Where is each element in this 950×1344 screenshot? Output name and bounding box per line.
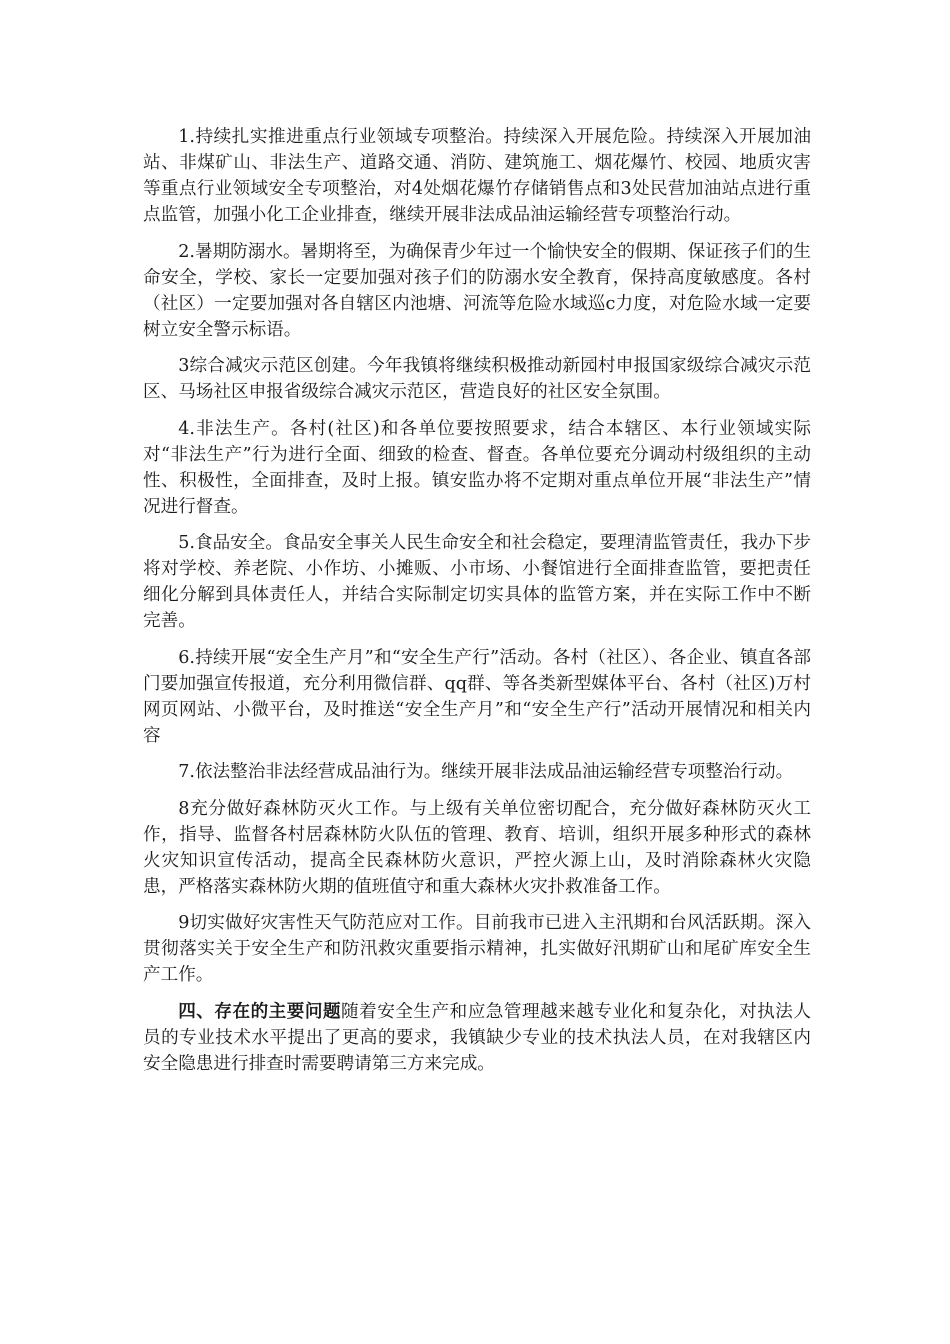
section-4-heading: 四、存在的主要问题: [178, 1000, 342, 1022]
document-body: [143, 124, 811, 1077]
paragraph-8: 8充分做好森林防灭火工作。与上级有关单位密切配合，充分做好森林防灭火工作，指导、监督各村居森林防火队伍的管理、教育、培训，组织开展多种形式的森林火灾知识宣传活动，提高全民森林防火意识，严控火源上山，及时消除森林火灾隐患，严格落实森林防火期的值班值守和重大森林火灾扑救准备工作。: [143, 798, 811, 897]
paragraph-3: 3综合减灾示范区创建。今年我镇将继续积极推动新园村申报国家级综合减灾示范区、马场社区申报省级综合减灾示范区，营造良好的社区安全氛围。: [143, 356, 811, 402]
paragraph-7: 7.依法整治非法经营成品油行为。继续开展非法成品油运输经营专项整治行动。: [178, 762, 794, 782]
section-4-paragraph: [143, 999, 811, 1077]
paragraph-1: 1.持续扎实推进重点行业领域专项整治。持续深入开展危险。持续深入开展加油站、非煤矿山、非法生产、道路交通、消防、建筑施工、烟花爆竹、校园、地质灾害等重点行业领域安全专项整治，对4处烟花爆竹存储销售点和3处民营加油站点进行重点监管，加强小化工企业排查，继续开展非法成品油运输经营专项整治行动。: [143, 127, 811, 225]
paragraph-5: 5.食品安全。食品安全事关人民生命安全和社会稳定，要理清监管责任，我办下步将对学校、养老院、小作坊、小摊贩、小市场、小餐馆进行全面排查监管，要把责任细化分解到具体责任人，并结合实际制定切实具体的监管方案，并在实际工作中不断完善。: [143, 533, 811, 631]
paragraph-4: 4.非法生产。各村(社区)和各单位要按照要求，结合本辖区、本行业领域实际对“非法生产”行为进行全面、细致的检查、督查。各单位要充分调动村级组织的主动性、积极性，全面排查，及时上报。镇安监办将不定期对重点单位开展“非法生产”情况进行督查。: [143, 418, 811, 517]
paragraph-6: 6.持续开展“安全生产月”和“安全生产行”活动。各村（社区）、各企业、镇直各部门要加强宣传报道，充分利用微信群、qq群、等各类新型媒体平台、各村（社区)万村网页网站、小微平台，及时推送“安全生产月”和“安全生产行”活动开展情况和相关内容: [143, 647, 811, 746]
section-4-body: 随着安全生产和应急管理越来越专业化和复杂化，对执法人员的专业技术水平提出了更高的要求，我镇缺少专业的技术执法人员，在对我辖区内安全隐患进行排查时需要聘请第三方来完成。: [143, 1001, 811, 1074]
paragraph-9: 9切实做好灾害性天气防范应对工作。目前我市已进入主汛期和台风活跃期。深入贯彻落实关于安全生产和防汛救灾重要指示精神，扎实做好汛期矿山和尾矿库安全生产工作。: [143, 913, 811, 985]
paragraph-2: 2.暑期防溺水。暑期将至，为确保青少年过一个愉快安全的假期、保证孩子们的生命安全，学校、家长一定要加强对孩子们的防溺水安全教育，保持高度敏感度。各村（社区）一定要加强对各自辖区内池塘、河流等危险水域巡c力度，对危险水域一定要树立安全警示标语。: [143, 241, 811, 340]
